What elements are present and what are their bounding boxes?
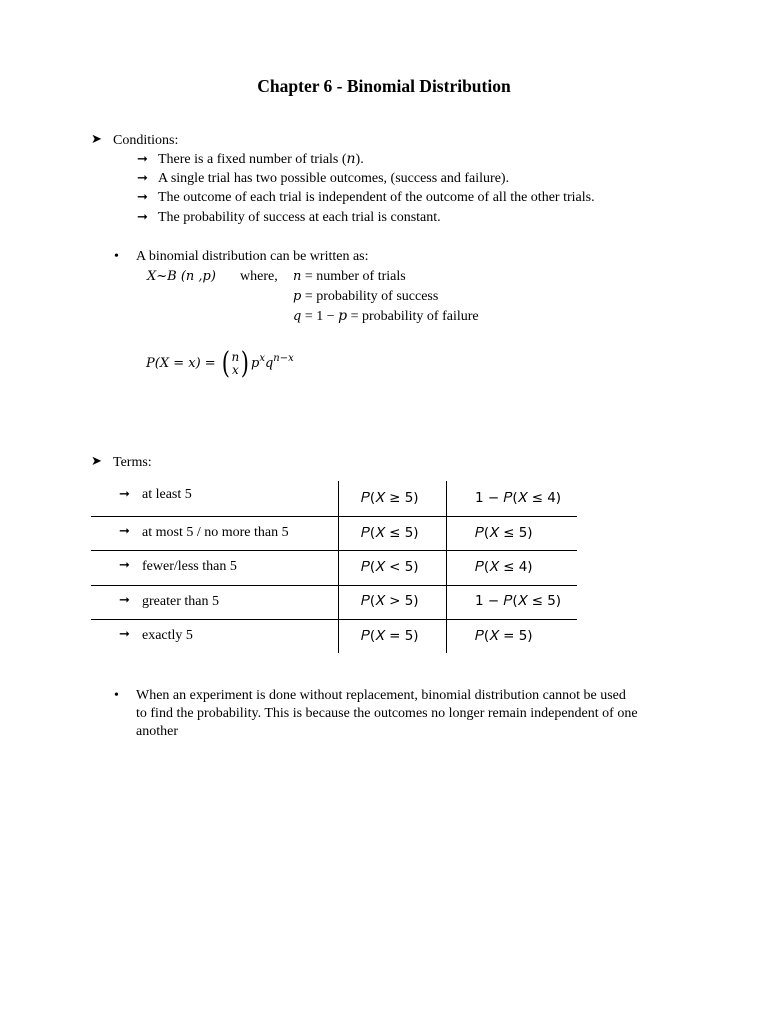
condition-item: The outcome of each trial is independent of the outcome of all the other trials. — [158, 190, 595, 205]
note-line: another — [136, 724, 178, 739]
table-divider — [91, 619, 577, 620]
condition-item: A single trial has two possible outcomes, (success and failure). — [158, 171, 510, 186]
coefficient-bottom: 𝑥 — [232, 362, 239, 377]
formula-lhs: 𝑃(𝑋 = 𝑥) = — [146, 356, 216, 371]
arrow-bullet-icon: ➞ — [137, 152, 148, 167]
round-bullet-icon: • — [114, 688, 119, 703]
condition-item: There is a fixed number of trials (𝑛). — [158, 152, 364, 167]
arrow-bullet-icon: ➞ — [137, 171, 148, 186]
round-bullet-icon: • — [114, 249, 119, 264]
term-label: fewer/less than 5 — [142, 559, 237, 574]
left-paren-icon: ( — [221, 345, 230, 381]
table-divider — [91, 585, 577, 586]
chevron-bullet-icon: ➤ — [91, 454, 102, 469]
term-expression: 𝑃(𝑋 < 5) — [361, 559, 419, 575]
formula-exponent-n-minus-x: 𝑛−𝑥 — [273, 353, 294, 364]
table-divider — [91, 516, 577, 517]
replacement-note — [136, 687, 696, 741]
notation-where: where, — [240, 269, 278, 284]
definition-q: 𝑞 = 1 − 𝑝 = probability of failure — [293, 309, 479, 324]
notation-expression: 𝑋~𝐵 (𝑛 ,𝑝) — [147, 269, 216, 284]
arrow-bullet-icon: ➞ — [137, 190, 148, 205]
term-label: at most 5 / no more than 5 — [142, 525, 289, 540]
binomial-coefficient — [232, 351, 240, 377]
arrow-bullet-icon: ➞ — [119, 558, 130, 573]
arrow-bullet-icon: ➞ — [119, 487, 130, 502]
term-expression: 𝑃(𝑋 ≥ 5) — [361, 490, 419, 506]
arrow-bullet-icon: ➞ — [137, 210, 148, 225]
term-equivalent: 𝑃(𝑋 = 5) — [475, 628, 533, 644]
term-expression: 𝑃(𝑋 = 5) — [361, 628, 419, 644]
terms-heading: Terms: — [113, 455, 152, 470]
notation-intro: A binomial distribution can be written as: — [136, 249, 369, 264]
term-equivalent: 1 − 𝑃(𝑋 ≤ 4) — [475, 490, 562, 506]
coefficient-top: 𝑛 — [231, 349, 240, 364]
note-line: When an experiment is done without replacement, binomial distribution cannot be used — [136, 688, 626, 703]
formula-p: 𝑝 — [250, 356, 260, 371]
term-label: greater than 5 — [142, 594, 219, 609]
table-divider — [338, 481, 339, 653]
term-equivalent: 𝑃(𝑋 ≤ 4) — [475, 559, 533, 575]
term-expression: 𝑃(𝑋 > 5) — [361, 593, 419, 609]
chevron-bullet-icon: ➤ — [91, 132, 102, 147]
term-expression: 𝑃(𝑋 ≤ 5) — [361, 525, 419, 541]
arrow-bullet-icon: ➞ — [119, 524, 130, 539]
definition-p: 𝑝 = probability of success — [293, 289, 439, 304]
condition-item: The probability of success at each trial is constant. — [158, 210, 441, 225]
term-label: exactly 5 — [142, 628, 193, 643]
table-divider — [446, 481, 447, 653]
formula-exponent-x: 𝑥 — [259, 353, 265, 364]
note-line: to find the probability. This is because the outcomes no longer remain independent of one — [136, 706, 638, 721]
term-label: at least 5 — [142, 487, 192, 502]
arrow-bullet-icon: ➞ — [119, 627, 130, 642]
table-divider — [91, 550, 577, 551]
term-equivalent: 1 − 𝑃(𝑋 ≤ 5) — [475, 593, 562, 609]
binomial-formula — [146, 344, 294, 379]
conditions-heading: Conditions: — [113, 133, 179, 148]
right-paren-icon: ) — [241, 345, 250, 381]
term-equivalent: 𝑃(𝑋 ≤ 5) — [475, 525, 533, 541]
arrow-bullet-icon: ➞ — [119, 593, 130, 608]
page-title: Chapter 6 - Binomial Distribution — [257, 76, 511, 96]
definition-n: 𝑛 = number of trials — [293, 269, 406, 284]
formula-q: 𝑞 — [264, 356, 274, 371]
